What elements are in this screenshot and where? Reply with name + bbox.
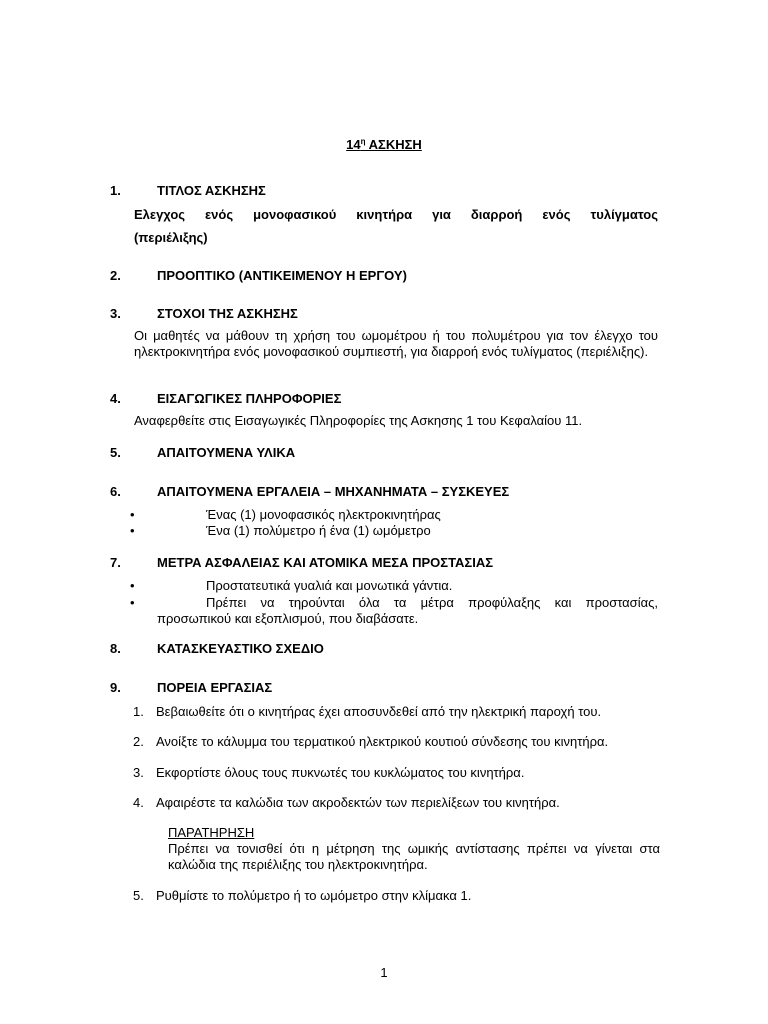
- step-number: 5.: [133, 888, 144, 903]
- step-text: Εκφορτίστε όλους τους πυκνωτές του κυκλώματος του κινητήρα.: [156, 765, 525, 780]
- section-heading: ΣΤΟΧΟΙ ΤΗΣ ΑΣΚΗΣΗΣ: [157, 306, 298, 321]
- section-number: 6.: [110, 484, 121, 499]
- section-number: 5.: [110, 445, 121, 460]
- step-text: Βεβαιωθείτε ότι ο κινητήρας έχει αποσυνδεθεί από την ηλεκτρική παροχή του.: [156, 704, 602, 719]
- section-number: 1.: [110, 183, 121, 198]
- section-heading: ΕΙΣΑΓΩΓΙΚΕΣ ΠΛΗΡΟΦΟΡΙΕΣ: [157, 391, 342, 406]
- note-title: ΠΑΡΑΤΗΡΗΣΗ: [168, 825, 255, 840]
- step-text: Αφαιρέστε τα καλώδια των ακροδεκτών των περιελίξεων του κινητήρα.: [156, 795, 560, 810]
- section-heading: ΠΟΡΕΙΑ ΕΡΓΑΣΙΑΣ: [157, 680, 273, 695]
- section-number: 2.: [110, 268, 121, 283]
- safety-item-continuation: προσωπικού και εξοπλισμού, που διαβάσατε.: [157, 611, 419, 626]
- section-heading: ΚΑΤΑΣΚΕΥΑΣΤΙΚΟ ΣΧΕΔΙΟ: [157, 641, 324, 656]
- step-number: 1.: [133, 704, 144, 719]
- step-text: Ανοίξτε το κάλυμμα του τερματικού ηλεκτρικού κουτιού σύνδεσης του κινητήρα.: [156, 734, 609, 749]
- section-heading: ΑΠΑΙΤΟΥΜΕΝΑ ΥΛΙΚΑ: [157, 445, 296, 460]
- step-text: Ρυθμίστε το πολύμετρο ή το ωμόμετρο στην κλίμακα 1.: [156, 888, 472, 903]
- bullet-marker: •: [130, 523, 135, 538]
- section-number: 9.: [110, 680, 121, 695]
- page-title: $14^\eta$ ΑΣΚΗΣΗ: [346, 137, 422, 152]
- page-number: 1: [380, 965, 388, 980]
- exercise-title-line2: (περιέλιξης): [134, 230, 208, 245]
- note-text: Πρέπει να τονισθεί ότι η μέτρηση της ωμικής αντίστασης πρέπει να γίνεται στα καλώδια της περιέλιξης του ηλεκτροκινητήρα.: [168, 841, 660, 872]
- tool-item: Ένα (1) πολύμετρο ή ένα (1) ωμόμετρο: [206, 523, 431, 538]
- exercise-title-line1: Ελεγχος ενός μονοφασικού κινητήρα για διαρροή ενός τυλίγματος: [134, 207, 658, 222]
- tool-item: Ένας (1) μονοφασικός ηλεκτροκινητήρας: [206, 507, 441, 522]
- section-number: 4.: [110, 391, 121, 406]
- section-number: 3.: [110, 306, 121, 321]
- safety-item: Προστατευτικά γυαλιά και μονωτικά γάντια.: [206, 578, 453, 593]
- section-number: 7.: [110, 555, 121, 570]
- section-heading: ΤΙΤΛΟΣ ΑΣΚΗΣΗΣ: [157, 183, 266, 198]
- step-number: 2.: [133, 734, 144, 749]
- bullet-marker: •: [130, 595, 135, 610]
- safety-item: Πρέπει να τηρούνται όλα τα μέτρα προφύλαξης και προστασίας,: [206, 595, 658, 610]
- section-number: 8.: [110, 641, 121, 656]
- intro-info-paragraph: Αναφερθείτε στις Εισαγωγικές Πληροφορίες της Ασκησης 1 του Κεφαλαίου 11.: [134, 413, 583, 428]
- step-number: 3.: [133, 765, 144, 780]
- bullet-marker: •: [130, 507, 135, 522]
- section-heading: ΑΠΑΙΤΟΥΜΕΝΑ ΕΡΓΑΛΕΙΑ – ΜΗΧΑΝΗΜΑΤΑ – ΣΥΣΚΕΥΕΣ: [157, 484, 510, 499]
- objectives-paragraph: Οι μαθητές να μάθουν τη χρήση του ωμομέτρου ή του πολυμέτρου για τον έλεγχο του ηλεκτροκινητήρα ενός μονοφασικού συμπιεστή, για διαρροή ενός τυλίγματος (περιέλιξης).: [134, 328, 658, 359]
- section-heading: ΠΡΟΟΠΤΙΚΟ (ΑΝΤΙΚΕΙΜΕΝΟΥ Η ΕΡΓΟΥ): [157, 268, 407, 283]
- bullet-marker: •: [130, 578, 135, 593]
- section-heading: ΜΕΤΡΑ ΑΣΦΑΛΕΙΑΣ ΚΑΙ ΑΤΟΜΙΚΑ ΜΕΣΑ ΠΡΟΣΤΑΣΙΑΣ: [157, 555, 494, 570]
- step-number: 4.: [133, 795, 144, 810]
